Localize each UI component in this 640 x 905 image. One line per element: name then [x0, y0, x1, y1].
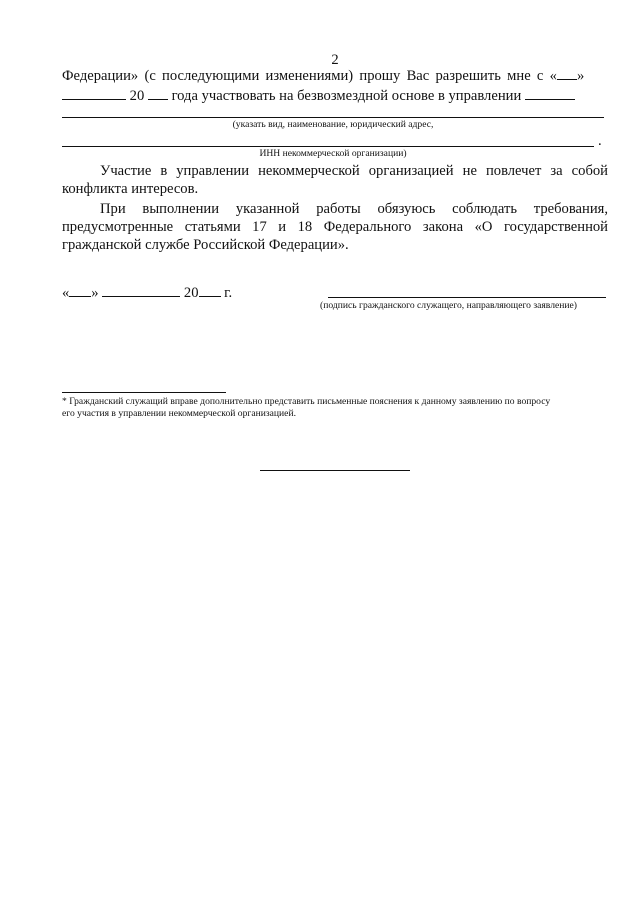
body-line-2-text: года участвовать на безвозмездной основе в управлении	[171, 88, 522, 104]
organization-blank-line-1	[62, 117, 604, 118]
body-line-2	[62, 86, 575, 106]
date-line	[62, 283, 232, 303]
organization-blank-line-2	[62, 146, 594, 147]
caption-organization: (указать вид, наименование, юридический адрес,	[232, 119, 434, 130]
body-line-1-text: Федерации» (с последующими изменениями) прошу Вас разрешить мне с «	[62, 68, 557, 84]
date-close-quote: »	[91, 285, 99, 301]
para1-line2: конфликта интересов.	[62, 181, 199, 197]
period: .	[598, 133, 602, 149]
footnote-line-1: * Гражданский служащий вправе дополнительно представить письменные пояснения к данному заявлению по вопросу	[62, 396, 551, 407]
year-blank	[148, 86, 168, 100]
organization-blank-start	[525, 86, 575, 100]
page-number: 2	[331, 52, 339, 68]
para1-line1: Участие в управлении некоммерческой организацией не повлечет за собой	[100, 163, 608, 179]
year-prefix: 20	[129, 88, 145, 104]
para2-line1: При выполнении указанной работы обязуюсь соблюдать требования,	[100, 201, 608, 217]
month-blank	[62, 86, 126, 100]
para2-line2: предусмотренные статьями 17 и 18 Федерального закона «О государственной	[62, 219, 608, 235]
date-year-prefix: 20	[183, 285, 199, 301]
signature-caption: (подпись гражданского служащего, направляющего заявление)	[320, 300, 577, 311]
end-line	[260, 470, 410, 471]
body-line-1	[62, 66, 584, 86]
date-year-suffix: г.	[224, 285, 233, 301]
signature-line	[328, 297, 606, 298]
para2-line3: гражданской службе Российской Федерации».	[62, 237, 349, 253]
footnote-separator	[62, 392, 226, 393]
caption-inn: ИНН некоммерческой организации)	[259, 148, 407, 159]
date-day-blank	[69, 283, 91, 297]
body-line-1-close: »	[576, 68, 585, 84]
date-month-blank	[102, 283, 180, 297]
footnote-line-2: его участия в управлении некоммерческой организацией.	[62, 408, 296, 419]
day-blank	[557, 66, 577, 80]
date-year-blank	[199, 283, 221, 297]
date-open-quote: «	[62, 285, 70, 301]
